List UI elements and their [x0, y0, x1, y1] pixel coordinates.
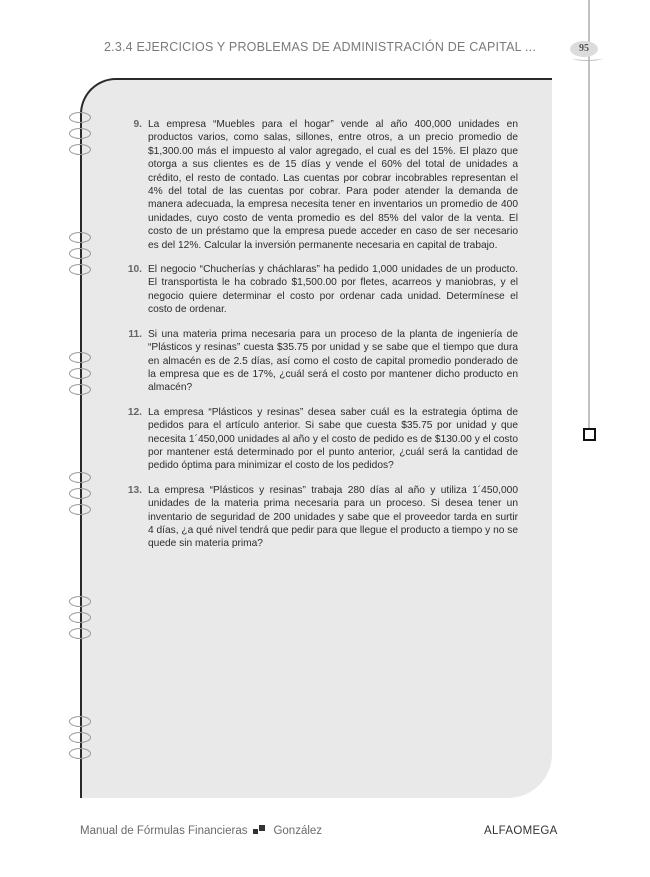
problem-text: El negocio “Chucherías y cháchlaras” ha pedido 1,000 unidades de un producto. El transportista le ha cobrado $1,500.00 por fletes, acarreos y maniobras, y el negocio quiere determinar el costo por ordenar cada unidad. Determínese el costo de ordenar. — [148, 264, 518, 316]
spiral-ring-icon — [69, 368, 91, 379]
problem-item — [118, 406, 518, 473]
spiral-ring-icon — [69, 612, 91, 623]
spiral-ring-icon — [69, 232, 91, 243]
footer-publisher: ALFAOMEGA — [484, 825, 558, 837]
squares-separator-icon — [253, 825, 267, 835]
spiral-ring-icon — [69, 716, 91, 727]
running-header: 2.3.4 EJERCICIOS Y PROBLEMAS DE ADMINISTRACIÓN DE CAPITAL ... — [104, 40, 536, 54]
problem-text: La empresa “Plásticos y resinas” trabaja 280 días al año y utiliza 1´450,000 unidades de la materia prima necesaria para un proceso. Si desea tener un inventario de seguridad de 200 unidades y sabe que el proveedor tarda en surtir 4 días, ¿a qué nivel tendrá que pedir para que llegue el producto a tiempo y no se quede sin materia prima? — [148, 484, 518, 550]
problem-list — [118, 118, 518, 562]
spiral-ring-icon — [69, 128, 91, 139]
problem-number: 12. — [127, 406, 142, 418]
spiral-ring-icon — [69, 384, 91, 395]
spiral-ring-icon — [69, 732, 91, 743]
spiral-ring-icon — [69, 504, 91, 515]
spiral-ring-icon — [69, 488, 91, 499]
problem-item — [118, 263, 518, 317]
spiral-ring-icon — [69, 472, 91, 483]
spiral-ring-icon — [69, 264, 91, 275]
problem-text: La empresa “Muebles para el hogar” vende al año 400,000 unidades en productos varios, como salas, sillones, entre otros, a un precio promedio de $1,300.00 más el impuesto al valor agregado, el cual es del 15%. El plazo que otorga a sus clientes es de 15 días y vende el 60% del total de unidades a crédito, el resto de contado. Las cuentas por cobrar incobrables representan el 4% del total de las cuentas por cobrar. Para poder atender la demanda de manera adecuada, la empresa necesita tener en inventarios un promedio de 400 unidades, cuyo costo de venta promedio es del 85% del valor de la venta. El costo de un préstamo que la empresa puede acceder en caso de ser necesario es del 12%. Calcular la inversión permanente necesaria en capital de trabajo. — [148, 119, 518, 251]
margin-rule — [588, 0, 590, 430]
spiral-ring-icon — [69, 352, 91, 363]
footer-book-info — [80, 825, 322, 837]
problem-number: 11. — [128, 328, 142, 340]
spiral-ring-icon — [69, 596, 91, 607]
problem-item — [118, 328, 518, 395]
problem-text: La empresa “Plásticos y resinas” desea saber cuál es la estrategia óptima de pedidos para el artículo anterior. Si sabe que cuesta $35.75 por unidad y que necesita 1´450,000 unidades al año y el costo de pedido es de $130.00 y el costo por mantener está determinado por el punto anterior, ¿cuál será la cantidad de pedido óptima para minimizar el costo de los pedidos? — [148, 406, 518, 472]
problem-number: 13. — [127, 484, 142, 496]
spiral-ring-icon — [69, 144, 91, 155]
problem-item — [118, 484, 518, 551]
problem-item — [118, 118, 518, 252]
problem-number: 9. — [133, 119, 142, 130]
spiral-ring-icon — [69, 248, 91, 259]
spiral-ring-icon — [69, 628, 91, 639]
footer-author: González — [273, 825, 323, 837]
spiral-ring-icon — [69, 748, 91, 759]
footer-book-title: Manual de Fórmulas Financieras — [80, 825, 248, 837]
problem-text: Si una materia prima necesaria para un proceso de la planta de ingeniería de “Plásticos y resinas” cuesta $35.75 por unidad y se sabe que el tiempo que dura en almacén es de 2.5 días, así como el costo de capital promedio ponderado de la empresa que es de 17%, ¿cuál será el costo por mantener dicho producto en almacén? — [148, 328, 518, 394]
spiral-ring-icon — [69, 112, 91, 123]
problem-number: 10. — [127, 264, 142, 276]
page-number-badge: 95 — [570, 41, 598, 57]
margin-marker-square — [583, 428, 596, 441]
